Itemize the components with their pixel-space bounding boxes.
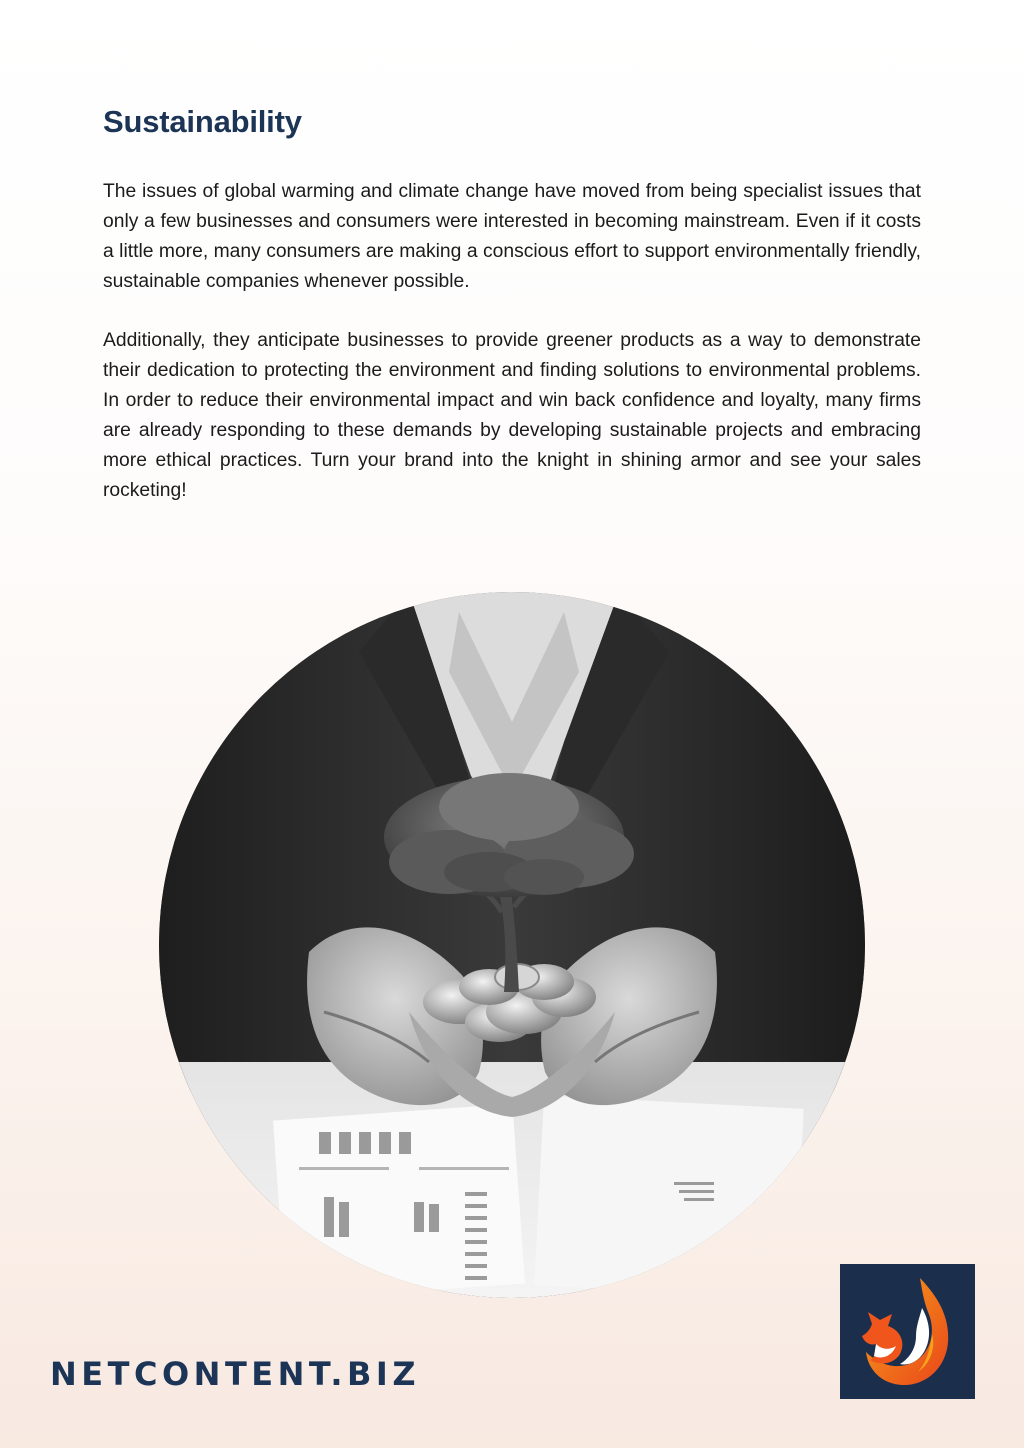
website-footer: NETCONTENT.BIZ: [50, 1355, 421, 1393]
fox-flame-logo-icon: [840, 1264, 975, 1399]
page-title: Sustainability: [103, 104, 302, 139]
hands-holding-tree-photo: [159, 592, 865, 1298]
body-paragraph-2: Additionally, they anticipate businesses to provide greener products as a way to demonstrate their dedication to protecting the environment and finding solutions to environmental problems. In order to reduce their environmental impact and win back confidence and loyalty, many firms are already responding to these demands by developing sustainable projects and embracing more ethical practices. Turn your brand into the knight in shining armor and see your sales rocketing!: [103, 330, 921, 501]
fox-flame-logo: [840, 1264, 975, 1399]
body-paragraph-1: The issues of global warming and climate change have moved from being specialist issues that only a few businesses and consumers were interested in becoming mainstream. Even if it costs a little more, many consumers are making a conscious effort to support environmentally friendly, sustainable companies whenever possible.: [103, 181, 921, 292]
